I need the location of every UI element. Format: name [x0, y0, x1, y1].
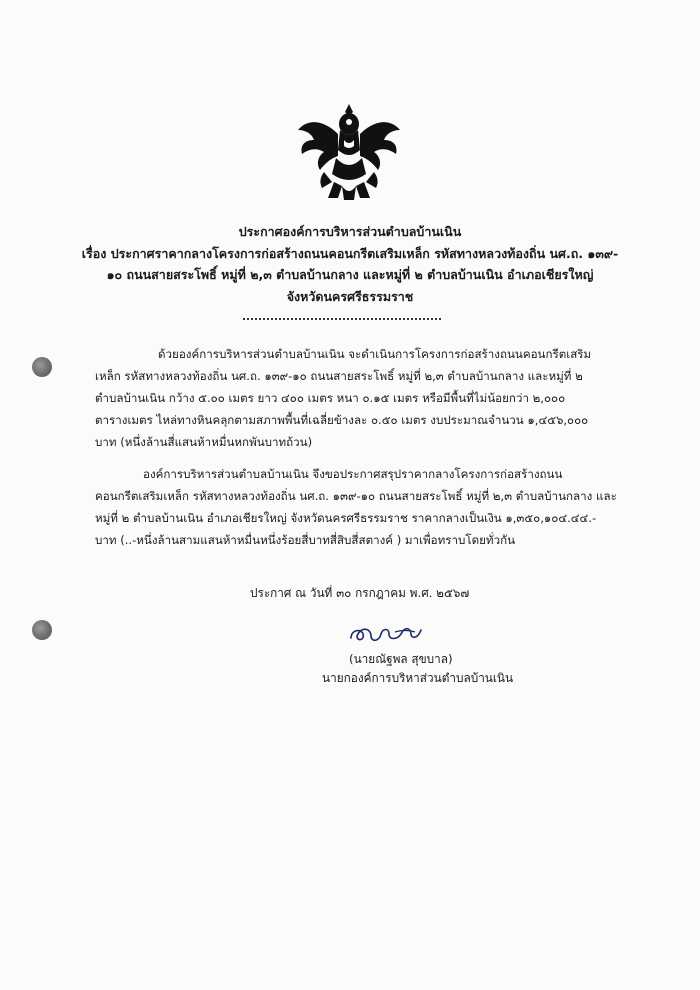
paragraph-2-line: บาท (..-หนึ่งล้านสามแสนห้าหมื่นหนึ่งร้อยสี่บาทสี่สิบสี่สตางค์ ) มาเพื่อทราบโดยทั่วกัน: [95, 533, 516, 547]
paragraph-1-line: เหล็ก รหัสทางหลวงท้องถิ่น นศ.ถ. ๑๓๙-๑๐ ถนนสายสระโพธิ์ หมู่ที่ ๒,๓ ตำบลบ้านกลาง และหมู่ที่ ๒: [95, 369, 583, 383]
paragraph-2-line: หมู่ที่ ๒ ตำบลบ้านเนิน อำเภอเชียรใหญ่ จังหวัดนครศรีธรรมราช ราคากลางเป็นเงิน ๑,๓๕๐,๑๐๔.๔๔.-: [95, 511, 597, 525]
announcement-date: ประกาศ ณ วันที่ ๓๐ กรกฎาคม พ.ศ. ๒๕๖๗: [250, 586, 470, 600]
subject-line: เรื่อง ประกาศราคากลางโครงการก่อสร้างถนนคอนกรีตเสริมเหล็ก รหัสทางหลวงท้องถิ่น นศ.ถ. ๑๓๙-: [81, 246, 619, 261]
punch-hole: [32, 620, 52, 640]
paragraph-1-line: ตารางเมตร ไหล่ทางหินคลุกตามสภาพพื้นที่เฉลี่ยข้างละ ๐.๕๐ เมตร งบประมาณจำนวน ๑,๔๕๖,๐๐๐: [95, 413, 589, 427]
signature: [345, 618, 435, 648]
dotted-separator: [243, 318, 441, 320]
paragraph-2-line: คอนกรีตเสริมเหล็ก รหัสทางหลวงท้องถิ่น นศ.ถ. ๑๓๙-๑๐ ถนนสายสระโพธิ์ หมู่ที่ ๒,๓ ตำบลบ้านกลาง และ: [95, 489, 617, 503]
subject-line: ๑๐ ถนนสายสระโพธิ์ หมู่ที่ ๒,๓ ตำบลบ้านกลาง และหมู่ที่ ๒ ตำบลบ้านเนิน อำเภอเชียรใหญ่: [106, 267, 594, 282]
announcement-org-title: ประกาศองค์การบริหารส่วนตำบลบ้านเนิน: [238, 224, 462, 239]
garuda-emblem-icon: [294, 100, 404, 205]
paragraph-1-line: ตำบลบ้านเนิน กว้าง ๕.๐๐ เมตร ยาว ๔๐๐ เมตร หนา ๐.๑๕ เมตร หรือมีพื้นที่ไม่น้อยกว่า ๒,๐๐๐: [95, 391, 566, 405]
signer-name: (นายณัฐพล สุขบาล): [349, 652, 453, 666]
signer-title: นายกองค์การบริหาส่วนตำบลบ้านเนิน: [322, 671, 514, 685]
subject-line: จังหวัดนครศรีธรรมราช: [286, 289, 414, 304]
paragraph-1-line: ด้วยองค์การบริหารส่วนตำบลบ้านเนิน จะดำเนินการโครงการก่อสร้างถนนคอนกรีตเสริม: [158, 347, 592, 361]
paragraph-2-line: องค์การบริหารส่วนตำบลบ้านเนิน จึงขอประกาศสรุปราคากลางโครงการก่อสร้างถนน: [143, 467, 563, 481]
punch-hole: [32, 357, 52, 377]
paragraph-1-line: บาท (หนึ่งล้านสี่แสนห้าหมื่นหกพันบาทถ้วน): [95, 435, 313, 449]
